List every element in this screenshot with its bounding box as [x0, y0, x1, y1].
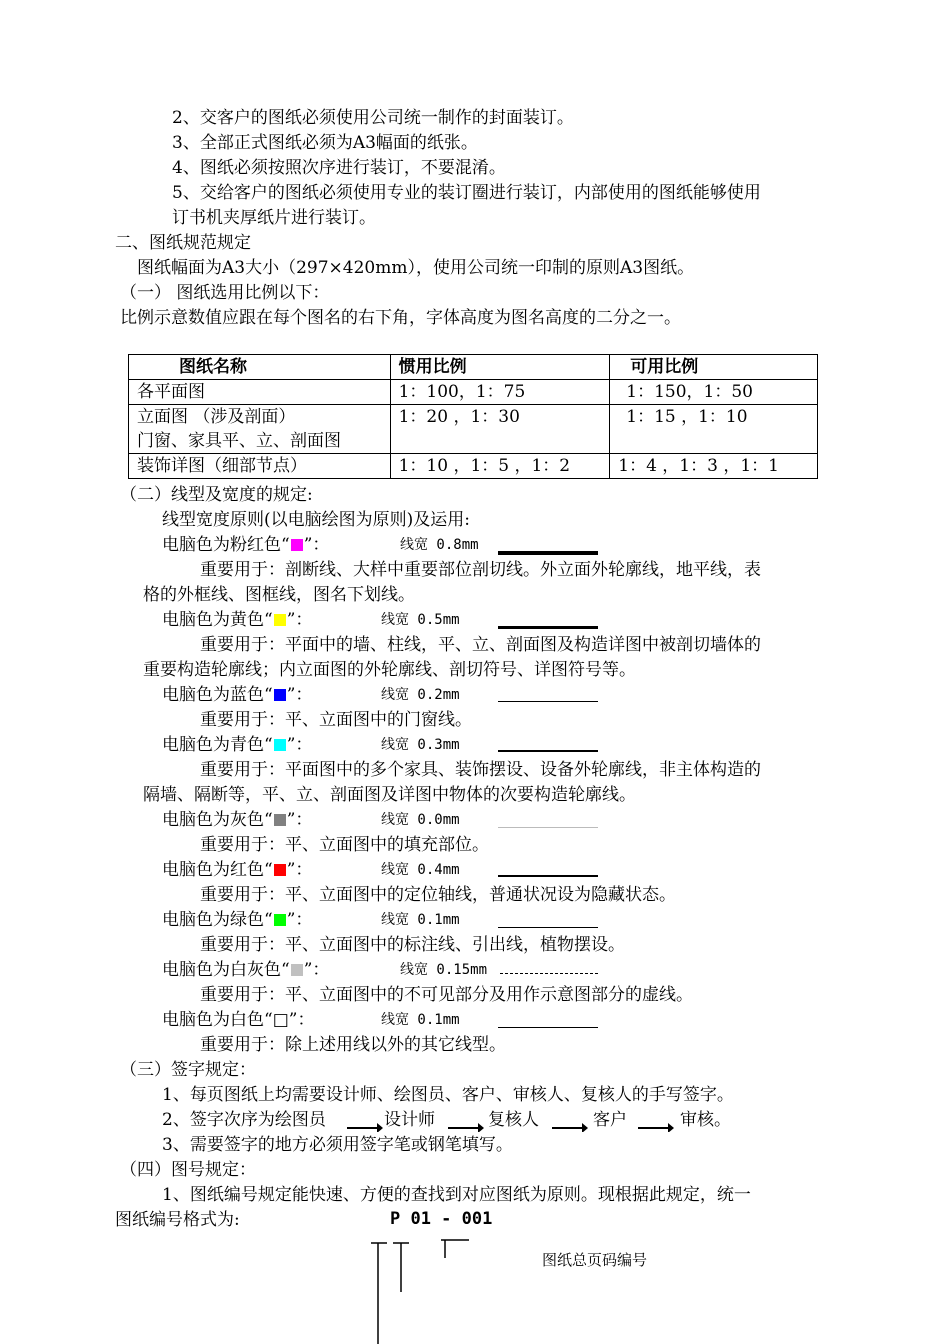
line-usage: 重要用于：平面中的墙、柱线，平、立、剖面图及构造详图中被剖切墙体的 [200, 635, 761, 655]
total-page-number-label: 图纸总页码编号 [542, 1251, 648, 1269]
table-cell: 1：150，1：50 [610, 380, 818, 405]
line-usage: 格的外框线、图框线，图名下划线。 [143, 585, 415, 605]
line-sample-0.0mm [498, 827, 598, 828]
cyan-swatch-icon [274, 739, 286, 751]
line-usage: 重要用于：剖断线、大样中重要部位剖切线。外立面外轮廓线，地平线，表 [200, 560, 761, 580]
signature-step: 复核人 [488, 1110, 539, 1130]
binding-rule-5-line1: 5、交给客户的图纸必须使用专业的装订圈进行装订，内部使用的图纸能够使用 [172, 183, 761, 203]
table-cell: 1：10 ，1：5 ，1：2 [390, 454, 610, 479]
signature-rule-1: 1、每页图纸上均需要设计师、绘图员、客户、审核人、复核人的手写签字。 [162, 1085, 734, 1105]
white-swatch-icon: □ [272, 1010, 289, 1030]
table-cell-line: 门窗、家具平、立、剖面图 [137, 431, 341, 451]
subsection-heading-signature: （三）签字规定： [120, 1060, 256, 1080]
line-type-label: 电脑色为白色“□”： [162, 1010, 315, 1030]
blue-swatch-icon [274, 689, 286, 701]
signature-step: 设计师 [384, 1110, 435, 1130]
line-usage: 重要用于：除上述用线以外的其它线型。 [200, 1035, 506, 1055]
table-cell: 1：15 ，1：10 [610, 405, 818, 454]
line-width-value: 线宽 0.2mm [381, 687, 460, 703]
table-cell [129, 405, 391, 454]
arrow-right-icon [347, 1108, 383, 1132]
line-type-label: 电脑色为粉红色“ ”： [162, 535, 330, 555]
table-cell: 装饰详图（细部节点） [129, 454, 391, 479]
line-sample-0.2mm [498, 701, 598, 702]
table-cell: 1：100，1：75 [390, 380, 610, 405]
line-width-value: 线宽 0.3mm [381, 737, 460, 753]
line-type-label: 电脑色为蓝色“ ”： [162, 685, 313, 705]
line-width-value: 线宽 0.4mm [381, 862, 460, 878]
arrow-right-icon [552, 1108, 588, 1132]
signature-rule-2-prefix: 2、签字次序为绘图员 [162, 1110, 326, 1130]
table-cell: 各平面图 [129, 380, 391, 405]
line-principle: 线型宽度原则(以电脑绘图为原则)及运用: [162, 510, 470, 530]
line-sample-0.3mm [498, 750, 598, 752]
line-type-label: 电脑色为绿色“ ”： [162, 910, 313, 930]
line-sample-0.1mm [498, 927, 598, 928]
line-sample-0.8mm [498, 551, 598, 555]
drawing-number-bracket-diagram [365, 1236, 475, 1344]
line-type-label: 电脑色为红色“ ”： [162, 860, 313, 880]
table-row [129, 380, 818, 405]
line-type-label: 电脑色为青色“ ”： [162, 735, 313, 755]
scale-note: 比例示意数值应跟在每个图名的右下角，字体高度为图名高度的二分之一。 [120, 308, 681, 328]
table-cell: 1：4 ，1：3 ，1：1 [610, 454, 818, 479]
binding-rule-4: 4、图纸必须按照次序进行装订，不要混淆。 [172, 158, 506, 178]
line-width-value: 线宽 0.1mm [381, 912, 460, 928]
binding-rule-5-line2: 订书机夹厚纸片进行装订。 [172, 208, 376, 228]
line-usage: 隔墙、隔断等，平、立、剖面图及详图中物体的次要构造轮廓线。 [143, 785, 636, 805]
line-width-value: 线宽 0.0mm [381, 812, 460, 828]
subsection-heading-scale: （一） 图纸选用比例以下： [120, 283, 330, 303]
table-header-row [129, 355, 818, 380]
line-sample-0.1mm-white [498, 1027, 598, 1028]
line-width-value: 线宽 0.8mm [400, 537, 479, 553]
table-cell-line: 立面图 （涉及剖面） [137, 407, 296, 427]
line-usage: 重要用于：平、立面图中的标注线、引出线，植物摆设。 [200, 935, 625, 955]
arrow-right-icon [448, 1108, 484, 1132]
drawing-number-rule-line2: 图纸编号格式为: [115, 1210, 240, 1230]
drawing-number-rule-line1: 1、图纸编号规定能快速、方便的查找到对应图纸为原则。现根据此规定，统一 [162, 1185, 751, 1205]
section-heading: 二、图纸规范规定 [115, 233, 251, 253]
line-type-label: 电脑色为黄色“ ”： [162, 610, 313, 630]
line-usage: 重要用于：平、立面图中的定位轴线，普通状况设为隐藏状态。 [200, 885, 676, 905]
light-gray-swatch-icon [291, 964, 303, 976]
line-width-value: 线宽 0.5mm [381, 612, 460, 628]
line-usage: 重要用于：平、立面图中的门窗线。 [200, 710, 472, 730]
drawing-number-format: P 01 - 001 [390, 1209, 493, 1229]
line-sample-0.15mm-dashed [500, 973, 598, 974]
paper-size-intro: 图纸幅面为A3大小（297×420mm），使用公司统一印制的原则A3图纸。 [137, 258, 695, 278]
signature-step: 审核。 [680, 1110, 731, 1130]
signature-rule-3: 3、需要签字的地方必须用签字笔或钢笔填写。 [162, 1135, 513, 1155]
green-swatch-icon [274, 914, 286, 926]
line-sample-0.4mm [498, 875, 598, 877]
signature-step: 客户 [593, 1110, 627, 1130]
line-usage: 重要构造轮廓线；内立面图的外轮廓线、剖切符号、详图符号等。 [143, 660, 636, 680]
gray-swatch-icon [274, 814, 286, 826]
line-usage: 重要用于：平面图中的多个家具、装饰摆设、设备外轮廓线，非主体构造的 [200, 760, 761, 780]
line-type-label: 电脑色为灰色“ ”： [162, 810, 313, 830]
pink-swatch-icon [291, 539, 303, 551]
binding-rule-2: 2、交客户的图纸必须使用公司统一制作的封面装订。 [172, 108, 574, 128]
table-header: 惯用比例 [390, 355, 610, 380]
table-header: 可用比例 [610, 355, 818, 380]
line-usage: 重要用于：平、立面图中的不可见部分及用作示意图部分的虚线。 [200, 985, 693, 1005]
line-usage: 重要用于：平、立面图中的填充部位。 [200, 835, 489, 855]
table-cell: 1：20 ，1：30 [390, 405, 610, 454]
table-header: 图纸名称 [129, 355, 391, 380]
subsection-heading-line-types: （二）线型及宽度的规定: [120, 485, 313, 505]
arrow-right-icon [638, 1108, 674, 1132]
red-swatch-icon [274, 864, 286, 876]
line-sample-0.5mm [498, 626, 598, 629]
binding-rule-3: 3、全部正式图纸必须为A3幅面的纸张。 [172, 133, 478, 153]
yellow-swatch-icon [274, 614, 286, 626]
line-width-value: 线宽 0.15mm [400, 962, 488, 978]
scale-table [128, 354, 818, 479]
table-row [129, 405, 818, 454]
subsection-heading-drawing-number: （四）图号规定： [120, 1160, 256, 1180]
line-width-value: 线宽 0.1mm [381, 1012, 460, 1028]
table-row [129, 454, 818, 479]
line-type-label: 电脑色为白灰色“ ”： [162, 960, 330, 980]
